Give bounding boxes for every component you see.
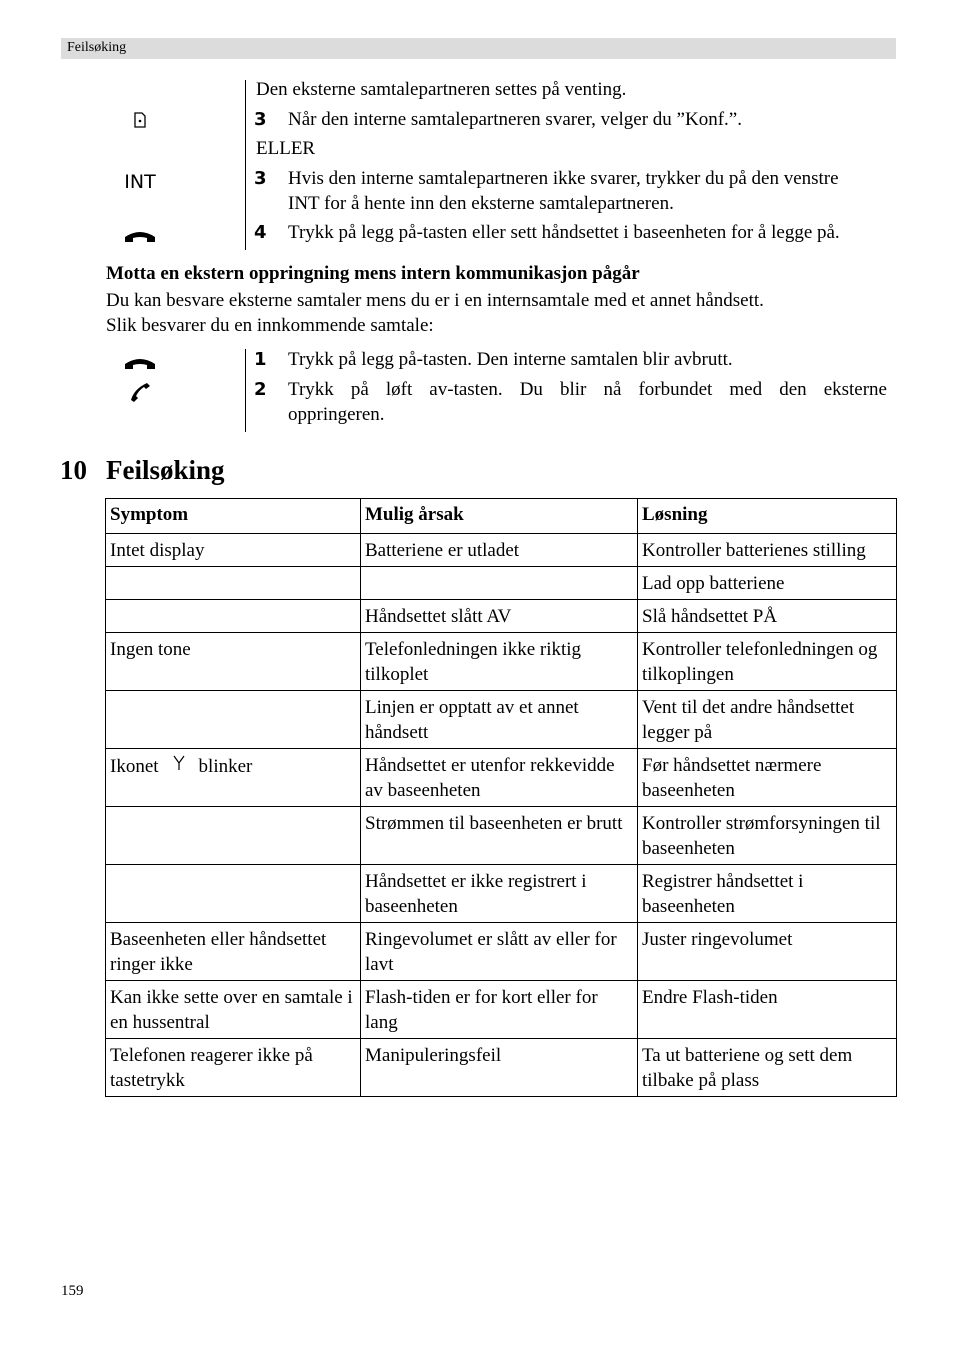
step-number: 2 (254, 379, 267, 400)
solution-cell: Kontroller telefonledningen og tilkoplingen (638, 633, 897, 691)
solution-cell: Slå håndsettet PÅ (638, 600, 897, 633)
cause-cell: Ringevolumet er slått av eller for lavt (361, 923, 638, 981)
intro-text: Den eksterne samtalepartneren settes på venting. (256, 79, 627, 100)
chapter-heading (60, 452, 225, 488)
table-row (106, 807, 897, 865)
step-text: Når den interne samtalepartneren svarer, velger du ”Konf.”. (288, 109, 742, 130)
symptom-cell: Baseenheten eller håndsettet ringer ikke (106, 923, 361, 981)
step-text: Trykk på legg på-tasten. Den interne samtalen blir avbrutt. (288, 349, 733, 370)
solution-cell: Registrer håndsettet i baseenheten (638, 865, 897, 923)
int-key-label: INT (124, 171, 156, 193)
solution-cell: Lad opp batteriene (638, 567, 897, 600)
symptom-cell: Intet display (106, 534, 361, 567)
table-row (106, 534, 897, 567)
cause-cell: Håndsettet er utenfor rekkevidde av baseenheten (361, 749, 638, 807)
table-row (106, 923, 897, 981)
antenna-icon (173, 753, 185, 778)
cause-cell: Linjen er opptatt av et annet håndsett (361, 691, 638, 749)
cause-cell: Håndsettet slått AV (361, 600, 638, 633)
paragraph: Du kan besvare eksterne samtaler mens du er i en internsamtale med et annet håndsett. (106, 290, 764, 311)
symptom-prefix: Ikonet (110, 755, 159, 777)
symptom-cell (106, 567, 361, 600)
step-number: 4 (254, 222, 267, 243)
cause-cell: Strømmen til baseenheten er brutt (361, 807, 638, 865)
table-row (106, 865, 897, 923)
page-number: 159 (61, 1283, 84, 1299)
solution-cell: Endre Flash-tiden (638, 981, 897, 1039)
column-header: Symptom (106, 499, 361, 534)
cause-cell: Batteriene er utladet (361, 534, 638, 567)
subsection-heading: Motta en ekstern oppringning mens intern kommunikasjon pågår (106, 263, 640, 284)
handset-lift-icon (110, 381, 170, 408)
divider-line (245, 80, 246, 250)
symptom-cell (106, 600, 361, 633)
solution-cell: Vent til det andre håndsettet legger på (638, 691, 897, 749)
chapter-number: 10 (60, 455, 87, 485)
symptom-cell: Kan ikke sette over en samtale i en hussentral (106, 981, 361, 1039)
symptom-cell: Ingen tone (106, 633, 361, 691)
symptom-cell (106, 749, 361, 807)
symptom-cell (106, 865, 361, 923)
symptom-cell: Telefonen reagerer ikke på tastetrykk (106, 1039, 361, 1097)
solution-cell: Juster ringevolumet (638, 923, 897, 981)
solution-cell: Før håndsettet nærmere baseenheten (638, 749, 897, 807)
column-header: Mulig årsak (361, 499, 638, 534)
divider-line (245, 349, 246, 432)
column-header: Løsning (638, 499, 897, 534)
solution-cell: Kontroller strømforsyningen til baseenheten (638, 807, 897, 865)
chapter-title: Feilsøking (106, 455, 225, 485)
running-header (61, 38, 896, 59)
running-title: Feilsøking (67, 40, 127, 55)
table-row (106, 600, 897, 633)
cause-cell: Manipuleringsfeil (361, 1039, 638, 1097)
step-text: Trykk på legg på-tasten eller sett håndsettet i baseenheten for å legge på. (288, 222, 840, 243)
step-number: 3 (254, 109, 267, 130)
table-row (106, 1039, 897, 1097)
step-text: INT for å hente inn den eksterne samtalepartneren. (288, 193, 674, 214)
or-label: ELLER (256, 138, 316, 159)
cause-cell (361, 567, 638, 600)
step-number: 1 (254, 349, 267, 370)
table-row (106, 567, 897, 600)
handset-down-icon (110, 227, 170, 250)
table-row (106, 691, 897, 749)
solution-cell: Kontroller batterienes stilling (638, 534, 897, 567)
troubleshooting-table (105, 498, 897, 1097)
handset-down-icon (110, 354, 170, 377)
table-row (106, 981, 897, 1039)
step-text: Trykk på løft av-tasten. Du blir nå forbundet med den eksterne (288, 379, 887, 400)
step-text: Hvis den interne samtalepartneren ikke svarer, trykker du på den venstre (288, 168, 839, 189)
symptom-cell (106, 807, 361, 865)
menu-key-icon (110, 112, 170, 133)
step-text: oppringeren. (288, 404, 385, 425)
step-number: 3 (254, 168, 267, 189)
symptom-suffix: blinker (198, 755, 253, 777)
cause-cell: Håndsettet er ikke registrert i baseenheten (361, 865, 638, 923)
symptom-cell (106, 691, 361, 749)
cause-cell: Telefonledningen ikke riktig tilkoplet (361, 633, 638, 691)
table-row (106, 749, 897, 807)
solution-cell: Ta ut batteriene og sett dem tilbake på plass (638, 1039, 897, 1097)
paragraph: Slik besvarer du en innkommende samtale: (106, 315, 434, 336)
table-header-row (106, 499, 897, 534)
cause-cell: Flash-tiden er for kort eller for lang (361, 981, 638, 1039)
table-row (106, 633, 897, 691)
